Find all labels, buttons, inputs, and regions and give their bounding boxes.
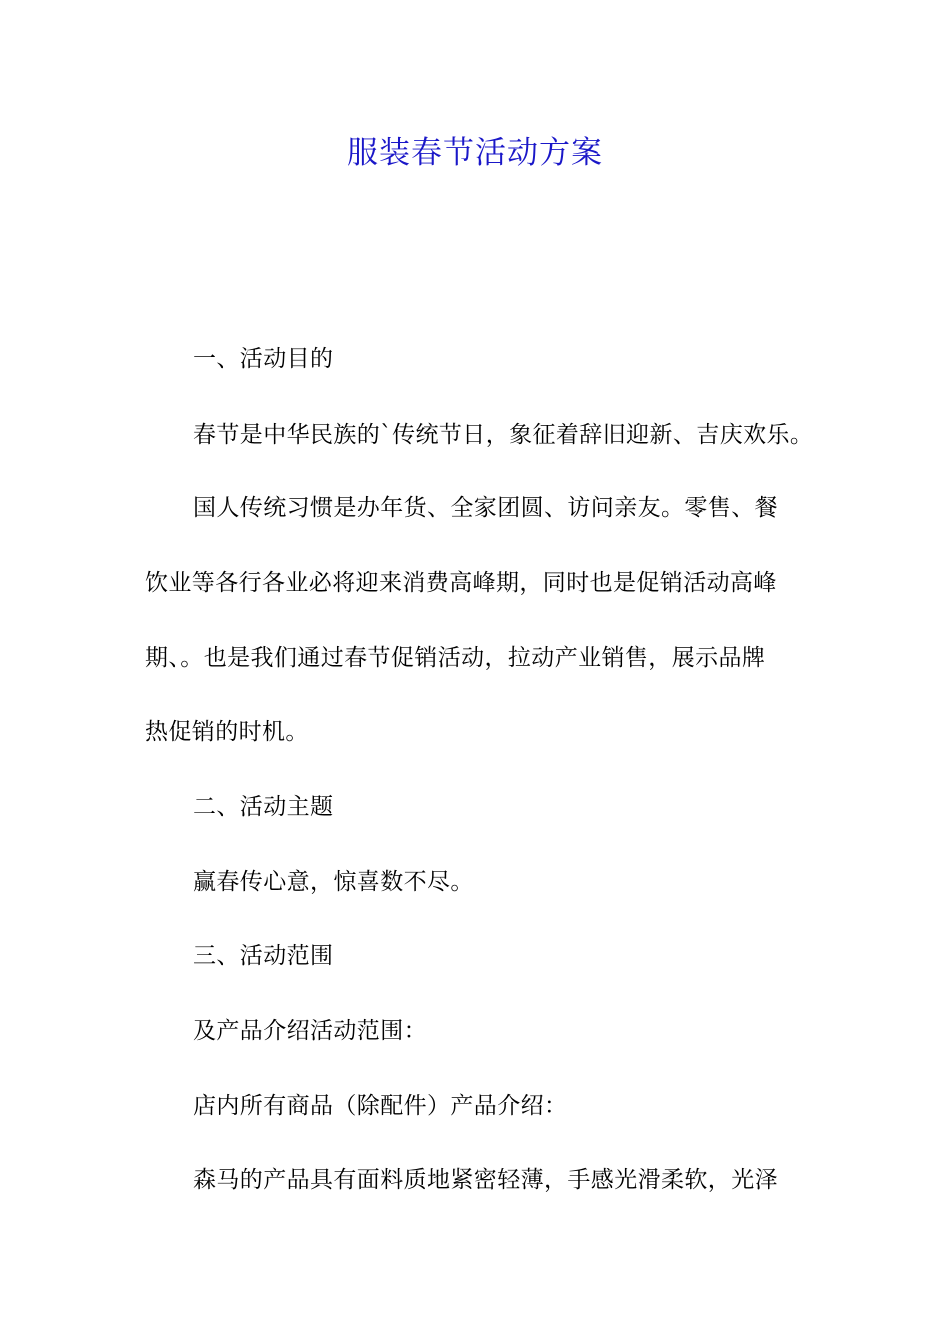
paragraph-line: 饮业等各行各业必将迎来消费高峰期，同时也是促销活动高峰 xyxy=(145,570,777,596)
paragraph-line: 春节是中华民族的`传统节日，象征着辞旧迎新、吉庆欢乐。 xyxy=(193,422,814,448)
paragraph-line: 期、。也是我们通过春节促销活动，拉动产业销售，展示品牌 xyxy=(145,645,766,671)
paragraph-line: 热促销的时机。 xyxy=(145,719,309,745)
section-heading-scope: 三、活动范围 xyxy=(193,943,334,969)
paragraph-line: 店内所有商品（除配件）产品介绍： xyxy=(193,1093,568,1119)
document-title: 服装春节活动方案 xyxy=(347,135,603,171)
paragraph-line: 赢春传心意，惊喜数不尽。 xyxy=(193,869,474,895)
section-heading-purpose: 一、活动目的 xyxy=(193,346,334,372)
paragraph-line: 及产品介绍活动范围： xyxy=(193,1018,427,1044)
section-heading-theme: 二、活动主题 xyxy=(193,794,334,820)
paragraph-line: 国人传统习惯是办年货、全家团圆、访问亲友。零售、餐 xyxy=(193,495,778,521)
paragraph-line: 森马的产品具有面料质地紧密轻薄，手感光滑柔软，光泽 xyxy=(193,1167,778,1193)
